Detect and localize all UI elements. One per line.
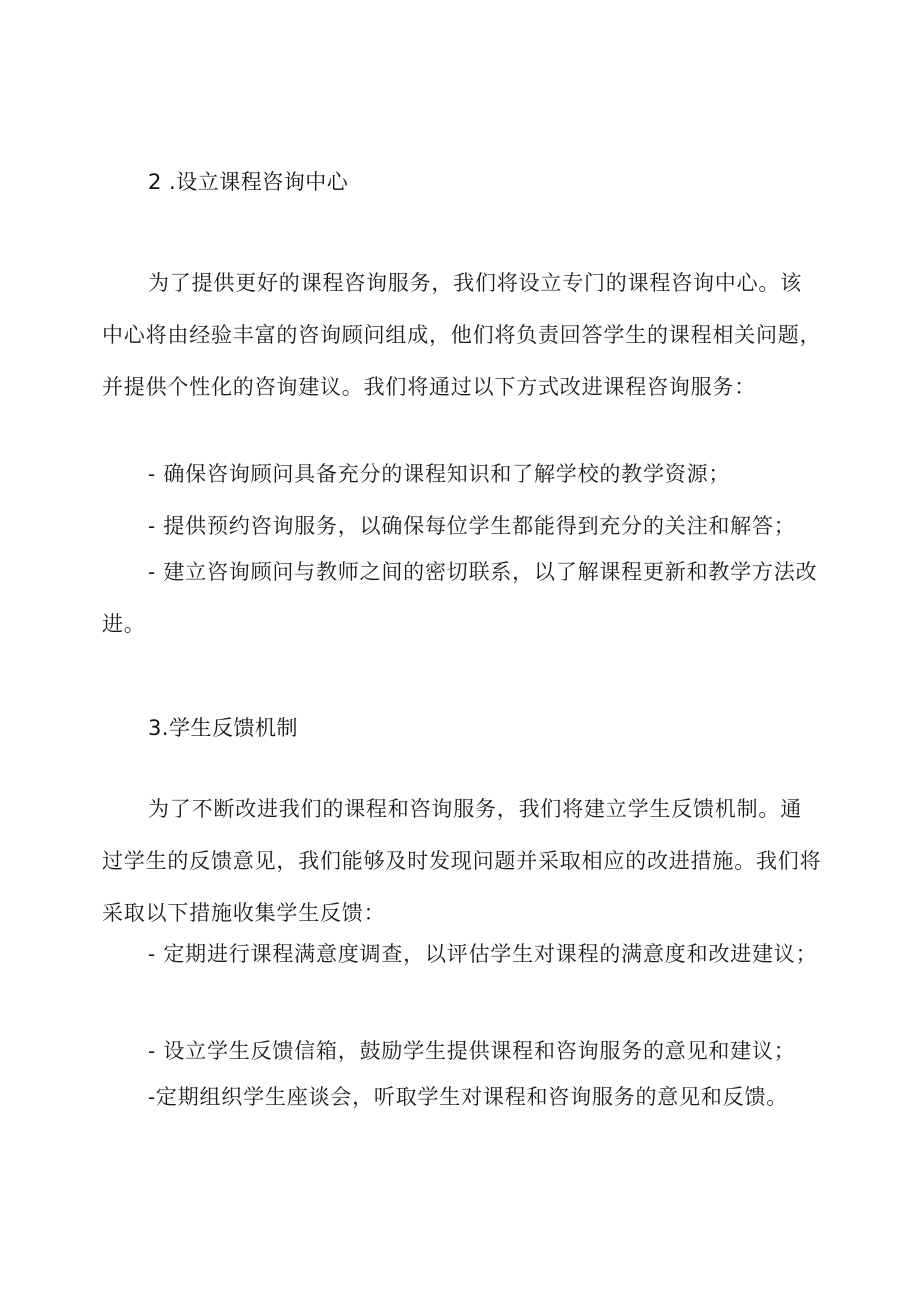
list-item: - 建立咨询顾问与教师之间的密切联系，以了解课程更新和教学方法改进。 — [102, 560, 818, 636]
list-item: -定期组织学生座谈会，听取学生对课程和咨询服务的意见和反馈。 — [148, 1085, 789, 1109]
section-heading-feedback-mechanism: 3.学生反馈机制 — [148, 716, 299, 740]
list-item: - 定期进行课程满意度调查，以评估学生对课程的满意度和改进建议； — [148, 942, 818, 966]
list-item: - 提供预约咨询服务，以确保每位学生都能得到充分的关注和解答； — [148, 514, 796, 538]
section-intro-feedback-mechanism: 为了不断改进我们的课程和咨询服务，我们将建立学生反馈机制。通过学生的反馈意见，我们能够及时发现问题并采取相应的改进措施。我们将采取以下措施收集学生反馈： — [102, 797, 822, 925]
list-item: - 确保咨询顾问具备充分的课程知识和了解学校的教学资源； — [148, 462, 731, 486]
section-heading-consulting-center: 2 .设立课程咨询中心 — [148, 170, 349, 194]
list-item: - 设立学生反馈信箱，鼓励学生提供课程和咨询服务的意见和建议； — [148, 1039, 796, 1063]
section-intro-consulting-center: 为了提供更好的课程咨询服务，我们将设立专门的课程咨询中心。该中心将由经验丰富的咨询顾问组成，他们将负责回答学生的课程相关问题，并提供个性化的咨询建议。我们将通过以下方式改进课程咨询服务： — [102, 271, 822, 399]
